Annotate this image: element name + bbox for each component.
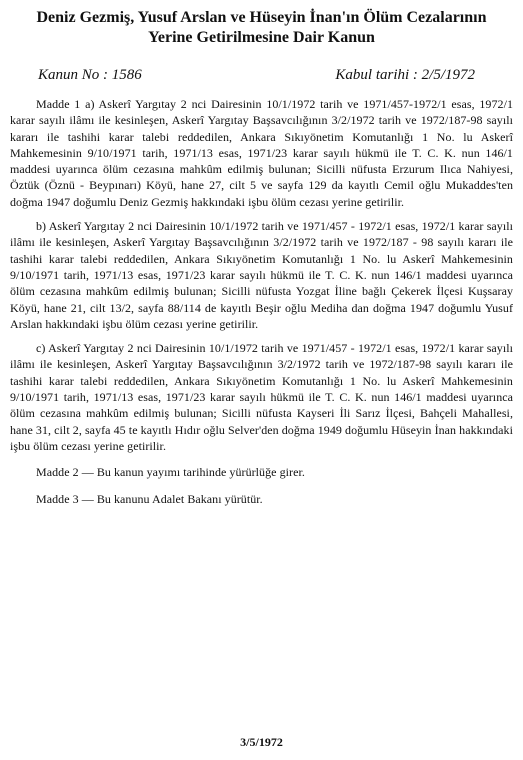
law-body xyxy=(10,96,513,507)
document-title: Deniz Gezmiş, Yusuf Arslan ve Hüseyin İnan'ın Ölüm Cezalarının Yerine Getirilmesine Dair Kanun xyxy=(36,9,487,46)
acceptance-date: Kabul tarihi : 2/5/1972 xyxy=(335,67,475,83)
article-1-c: c) Askerî Yargıtay 2 nci Dairesinin 10/1/1972 tarih ve 1971/457 - 1972/1 esas, 1972/1 karar sayılı ilâmı ile kesinleşen, Askerî Yargıtay Başsavcılığının 3/2/1972 tarih ve 1972/187-98 sayılı kararı ile tashihi karar talebi reddedilen, Ankara Sıkıyönetim Komutanlığı 1 No. lu Askerî Mahkemesinin 9/10/1971 tarih, 1971/13 esas, 1971/23 karar sayılı hükmü ile T. C. K. nun 146/1 maddesi uyarınca ölüm cezasına mahkûm edilmiş bulunan; Sicilli nüfusta Kayseri İli Sarız İlçesi, Bahçeli Mahallesi, hane 31, cilt 2, sayfa 45 te kayıtlı Hıdır oğlu Selver'den doğma 1949 doğumlu Hüseyin İnan hakkındaki işbu ölüm cezası yerine getirilir. xyxy=(10,341,513,453)
law-number: Kanun No : 1586 xyxy=(38,67,142,83)
article-3: Madde 3 — Bu kanunu Adalet Bakanı yürütür. xyxy=(36,491,263,506)
article-1-a: Madde 1 a) Askerî Yargıtay 2 nci Dairesinin 10/1/1972 tarih ve 1971/457-1972/1 esas, 1972/1 karar sayılı ilâmı ile kesinleşen, Askerî Yargıtay Başsavcılığının 3/2/1972 tarih ve 1972/187-98 sayılı kararı ile tashihi karar talebi reddedilen, Ankara Sıkıyönetim Komutanlığı 1 No. lu Askerî Mahkemesinin 9/10/1971 tarih, 1971/13 esas, 1971/23 karar sayılı hükmü ile T. C. K. nun 146/1 maddesi uyarınca ölüm cezasına mahkûm edilmiş bulunan; Sicilli nüfusta Erzurum Ilıca Nahiyesi, Öztük (Öznü - Beypınarı) Köyü, hane 27, cilt 5 ve sayfa 129 da kayıtlı Cemil oğlu Mukaddes'ten doğma 1947 doğumlu Deniz Gezmiş hakkındaki işbu ölüm cezası yerine getirilir. xyxy=(10,97,513,209)
document-date: 3/5/1972 xyxy=(240,735,283,749)
article-2: Madde 2 — Bu kanun yayımı tarihinde yürürlüğe girer. xyxy=(36,465,305,480)
article-1-b: b) Askerî Yargıtay 2 nci Dairesinin 10/1/1972 tarih ve 1971/457 - 1972/1 esas, 1972/1 karar sayılı ilâmı ile kesinleşen, Askerî Yargıtay Başsavcılığının 3/2/1972 tarih ve 1972/187 - 98 sayılı kararı ile tashihi karar talebi reddedilen, Ankara Sıkıyönetim Komutanlığı 1 No. lu Askerî Mahkemesinin 9/10/1971 tarih, 1971/13 esas, 1971/23 karar sayılı hükmü ile T. C. K. nun 146/1 maddesi uyarınca ölüm cezasına mahkûm edilmiş bulunan; Sicilli nüfusta Yozgat İline bağlı Çekerek İlçesi Kuşsaray Köyü, hane 21, cilt 13/2, sayfa 88/114 de kayıtlı Beşir oğlu Mediha dan doğma 1947 doğumlu Yusuf Arslan hakkındaki işbu ölüm cezası yerine getirilir. xyxy=(10,219,513,331)
